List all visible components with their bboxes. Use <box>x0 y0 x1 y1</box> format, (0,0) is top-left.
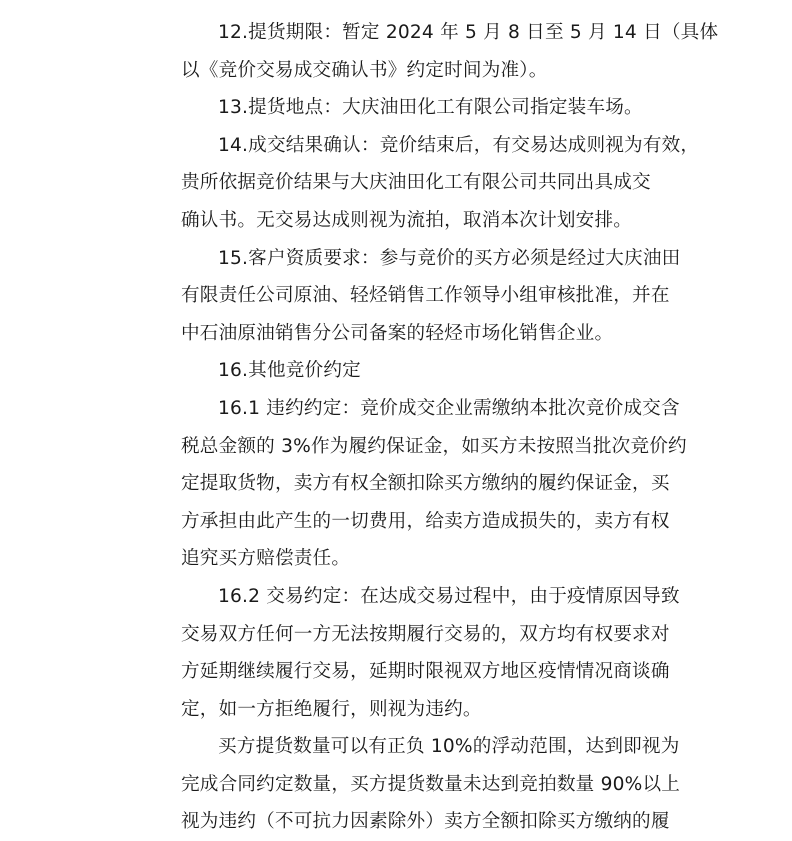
clause-16-1-line-4: 方承担由此产生的一切费用，给卖方造成损失的，卖方有权 <box>181 510 670 532</box>
clause-14-line-2: 贵所依据竞价结果与大庆油田化工有限公司共同出具成交 <box>181 172 651 194</box>
clause-16-1-line-3: 定提取货物，卖方有权全额扣除买方缴纳的履约保证金，买 <box>181 473 670 495</box>
document-body <box>181 14 719 841</box>
clause-12-line-1: 12.提货期限：暂定 2024 年 5 月 8 日至 5 月 14 日（具体 <box>218 22 719 43</box>
clause-14-line-3: 确认书。无交易达成则视为流拍，取消本次计划安排。 <box>181 209 633 231</box>
clause-16-2-line-4: 定，如一方拒绝履行，则视为违约。 <box>181 698 482 720</box>
clause-14-line-1: 14.成交结果确认：竞价结束后，有交易达成则视为有效， <box>218 134 700 156</box>
clause-15-line-2: 有限责任公司原油、轻烃销售工作领导小组审核批准，并在 <box>181 285 670 307</box>
clause-16-heading: 16.其他竞价约定 <box>218 360 361 382</box>
clause-12-line-2: 以《竞价交易成交确认书》约定时间为准）。 <box>181 59 548 81</box>
clause-16-1-line-5: 追究买方赔偿责任。 <box>181 548 351 570</box>
quantity-paragraph-line-2: 完成合同约定数量，买方提货数量未达到竞拍数量 90%以上 <box>181 773 681 795</box>
clause-16-2-line-1: 16.2 交易约定：在达成交易过程中，由于疫情原因导致 <box>218 585 680 607</box>
clause-16-2-line-2: 交易双方任何一方无法按期履行交易的，双方均有权要求对 <box>181 623 670 645</box>
quantity-paragraph-line-3: 视为违约（不可抗力因素除外）卖方全额扣除买方缴纳的履 <box>181 811 670 833</box>
clause-16-2-line-3: 方延期继续履行交易，延期时限视双方地区疫情情况商谈确 <box>181 661 670 683</box>
clause-15-line-3: 中石油原油销售分公司备案的轻烃市场化销售企业。 <box>181 322 614 344</box>
clause-16-1-line-2: 税总金额的 3%作为履约保证金，如买方未按照当批次竞价约 <box>181 435 687 457</box>
quantity-paragraph-line-1: 买方提货数量可以有正负 10%的浮动范围，达到即视为 <box>218 736 680 758</box>
clause-13-line-1: 13.提货地点：大庆油田化工有限公司指定装车场。 <box>218 97 643 119</box>
clause-15-line-1: 15.客户资质要求：参与竞价的买方必须是经过大庆油田 <box>218 247 681 269</box>
clause-16-1-line-1: 16.1 违约约定：竞价成交企业需缴纳本批次竞价成交含 <box>218 397 680 419</box>
